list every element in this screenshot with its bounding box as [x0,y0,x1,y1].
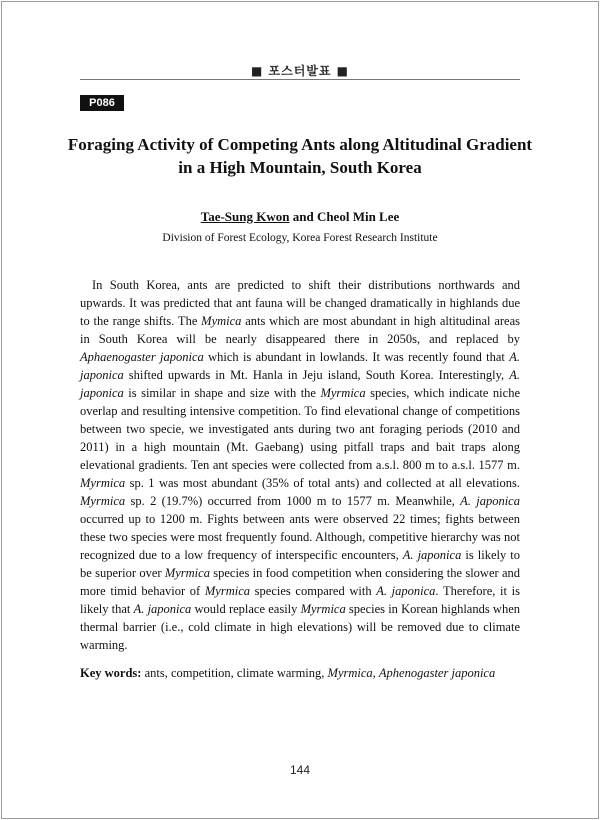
abstract-text: would replace easily [191,602,301,616]
abstract-text: is similar in shape and size with the [123,386,321,400]
poster-code-badge: P086 [80,95,124,111]
keywords-label: Key words: [80,666,142,680]
keywords-text: ants, competition, climate warming, [141,666,328,680]
species-name: Myrmica [204,584,250,598]
species-name: A. japonica [80,350,520,382]
species-name: A. japonica [376,584,436,598]
abstract-text: shifted upwards in Mt. Hanla in Jeju island, South Korea. Interestingly, [123,368,510,382]
species-name: Myrmica [80,476,126,490]
species-name: Myrmica [80,494,126,508]
species-name: A. japonica [80,368,520,400]
header-divider [80,79,520,80]
abstract-text: which is abundant in lowlands. It was recently found that [203,350,510,364]
abstract-text: is likely to be superior over [80,548,520,580]
species-name: A. japonica [133,602,192,616]
paper-title [60,133,540,179]
abstract-text: sp. 2 (19.7%) occurred from 1000 m to 1577 m. Meanwhile, [125,494,461,508]
abstract-text: In South Korea, ants are predicted to shift their distributions northwards and upwards. It was predicted that ant fauna will be changed dramatically in highlands due to the range shifts. The [80,278,520,328]
species-name: A. japonica [460,494,520,508]
author-affiliation: Division of Forest Ecology, Korea Forest Research Institute [162,232,438,244]
species-name: Aphaenogaster japonica [80,350,204,364]
species-name: A. japonica [402,548,462,562]
abstract-body [80,276,520,654]
co-author: Cheol Min Lee [316,209,400,224]
abstract-text: species compared with [250,584,377,598]
title-line-1: Foraging Activity of Competing Ants along Altitudinal Gradient [67,135,533,154]
author-list [0,209,600,225]
title-line-2: in a High Mountain, South Korea [178,158,422,177]
species-name: Myrmica [164,566,210,580]
abstract-text: species, which indicate niche overlap and resulting intensive competition. To find elevational change of competitions between two specie, we investigated ants during two ant foraging periods (2010 and 2011) in a high mountain (Mt. Gaebang) using pitfall traps and bait traps along elevational gradients. Ten ant species were collected from a.s.l. 800 m to a.s.l. 1577 m. [80,386,520,472]
section-header: ■ 포스터발표 ■ [251,64,349,78]
abstract-text: . Therefore, it is likely that [80,584,520,616]
abstract-text: ants which are most abundant in high altitudinal areas in South Korea will be nearly disappeared there in 2050s, and replaced by [80,314,520,346]
keyword-species: Myrmica [327,666,373,680]
page-number: 144 [289,763,311,777]
keywords-separator: , [372,666,379,680]
abstract-text: species in Korean highlands when thermal barrier (i.e., cold climate in high elevations) will be removed due to climate warming. [80,602,520,652]
abstract-text: sp. 1 was most abundant (35% of total ants) and collected at all elevations. [125,476,520,490]
author-joiner: and [289,209,317,224]
species-name: Myrmica [300,602,346,616]
abstract-text: species in food competition when considering the slower and more timid behavior of [80,566,520,598]
keyword-species: Aphenogaster japonica [378,666,496,680]
species-name: Myrmica [320,386,366,400]
keywords-line [80,666,540,681]
abstract-text: occurred up to 1200 m. Fights between ants were observed 22 times; fights between these two species were most frequently found. Although, competitive hierarchy was not recognized due to a low frequency of interspecific encounters, [80,512,520,562]
presenting-author: Tae-Sung Kwon [200,209,290,224]
species-name: Mymica [201,314,242,328]
